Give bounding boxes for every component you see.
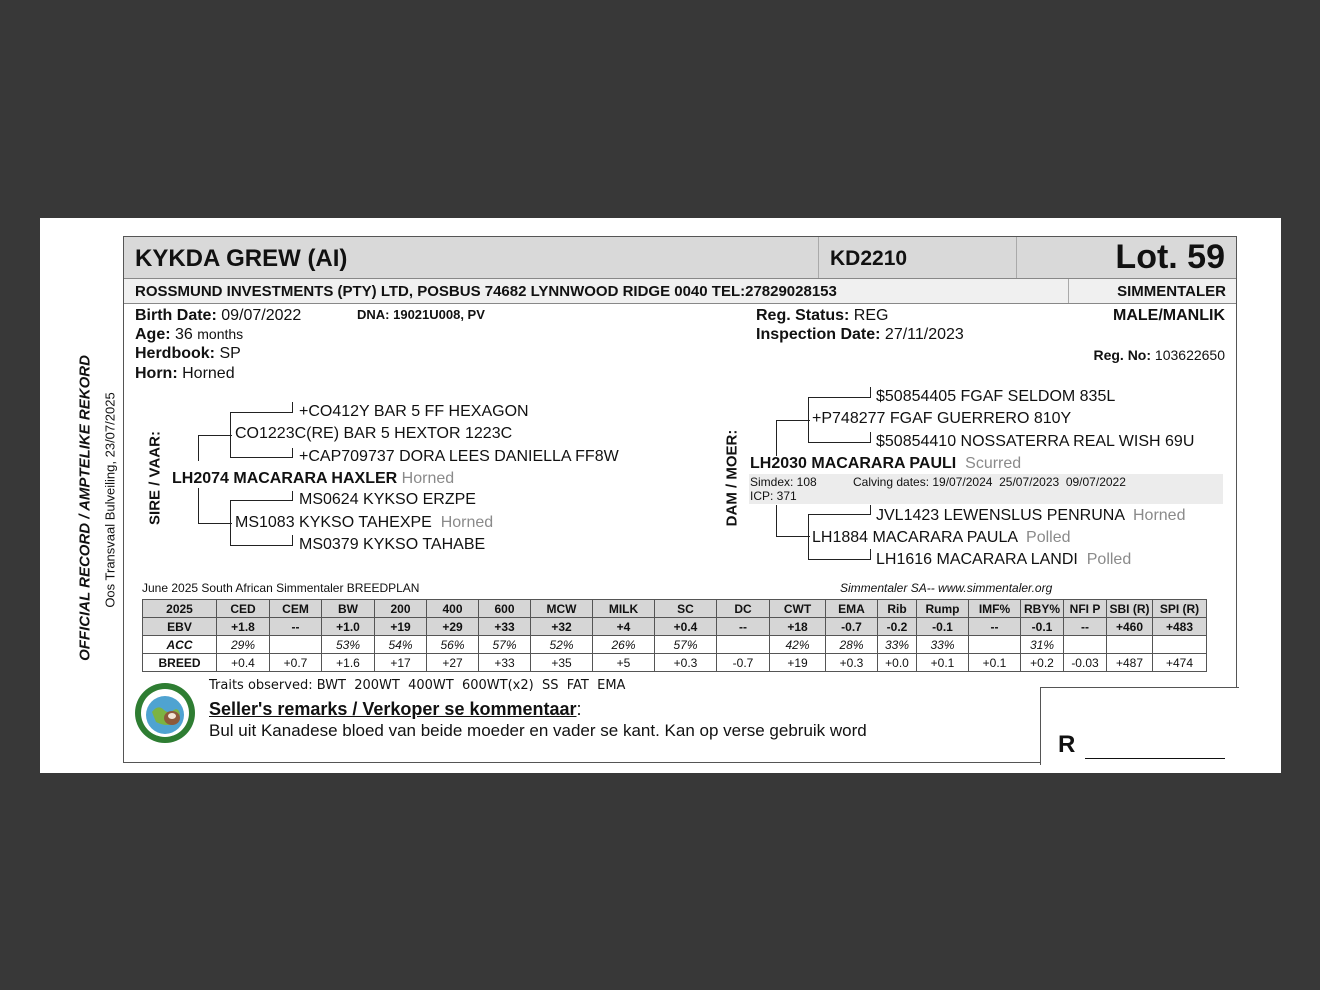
price-line[interactable]	[1085, 758, 1225, 759]
official-record-label: OFFICIAL RECORD / AMPTELIKE REKORD	[76, 355, 94, 661]
sellers-remarks-label: Seller's remarks / Verkoper se kommentaar:	[209, 699, 582, 719]
sale-catalogue-card	[40, 218, 1281, 773]
breedplan-site: Simmentaler SA-- www.simmentaler.org	[840, 581, 1053, 595]
dam-dam: LH1884 MACARARA PAULA Polled	[812, 529, 1071, 546]
dna-info: DNA: 19021U008, PV	[357, 307, 485, 322]
reg-number: Reg. No: 103622650	[1093, 347, 1225, 363]
sire-dam: MS1083 KYKSO TAHEXPE Horned	[235, 514, 494, 531]
dam-label: DAM / MOER:	[723, 429, 741, 527]
breedplan-title: June 2025 South African Simmentaler BREEDPLAN	[142, 581, 420, 595]
age: Age: 36 months	[135, 326, 244, 343]
price-box	[1040, 687, 1239, 765]
dam-dam-dam: LH1616 MACARARA LANDI Polled	[876, 551, 1132, 568]
dam-name: LH2030 MACARARA PAULI Scurred	[750, 455, 1022, 472]
breed-values-row: BREED +0.4 +0.7 +1.6 +17 +27 +33 +35 +5 +0.3 -0.7 +19 +0.3 +0.0 +0.1 +0.1 +0.2 -0.03 +487 +474	[143, 654, 1207, 672]
dam-sire-dam: $50854410 NOSSATERRA REAL WISH 69U	[876, 433, 1195, 450]
calving-dates: Calving dates: 19/07/2024 25/07/2023 09/07/2022	[853, 475, 1126, 489]
dam-sire-sire: $50854405 FGAF SELDOM 835L	[876, 388, 1116, 405]
dam-simdex: Simdex: 108	[750, 475, 817, 489]
ebv-values-row: EBV +1.8 -- +1.0 +19 +29 +33 +32 +4 +0.4 -- +18 -0.7 -0.2 -0.1 -- -0.1 -- +460 +483	[143, 618, 1207, 636]
sire-label: SIRE / VAAR:	[146, 431, 164, 525]
animal-name: KYKDA GREW (AI)	[135, 245, 348, 272]
birth-date: Birth Date: 09/07/2022	[135, 307, 302, 324]
dam-dam-sire: JVL1423 LEWENSLUS PENRUNA Horned	[876, 507, 1186, 524]
ebv-header-row: 2025 CED CEM BW 200 400 600 MCW MILK SC DC CWT EMA Rib Rump IMF% RBY% NFI P SBI (R) SPI (R)	[143, 600, 1207, 618]
price-label: R	[1058, 731, 1076, 758]
owner-info: ROSSMUND INVESTMENTS (PTY) LTD, POSBUS 74682 LYNNWOOD RIDGE 0040 TEL:27829028153	[135, 283, 837, 300]
sire-sire-dam: +CAP709737 DORA LEES DANIELLA FF8W	[299, 448, 619, 465]
owner-row	[124, 279, 1236, 304]
sire-sire: CO1223C(RE) BAR 5 HEXTOR 1223C	[235, 425, 513, 442]
inspection-date: Inspection Date: 27/11/2023	[756, 326, 964, 343]
sire-name: LH2074 MACARARA HAXLER Horned	[172, 470, 455, 487]
animal-card	[123, 236, 1237, 763]
ebv-table	[142, 599, 1207, 672]
traits-observed: Traits observed: BWT 200WT 400WT 600WT(x2) SS FAT EMA	[209, 678, 626, 693]
auction-label: Oos Transvaal Bulveiling, 23/07/2025	[102, 392, 118, 608]
animal-code: KD2210	[830, 247, 908, 270]
sex: MALE/MANLIK	[1113, 307, 1225, 324]
sellers-remarks: Bul uit Kanadese bloed van beide moeder en vader se kant. Kan op verse gebruik word	[209, 721, 867, 740]
horn-status: Horn: Horned	[135, 365, 235, 382]
sire-dam-dam: MS0379 KYKSO TAHABE	[299, 536, 486, 553]
acc-values-row: ACC 29% 53% 54% 56% 57% 52% 26% 57% 42% 28% 33% 33% 31%	[143, 636, 1207, 654]
sire-dam-sire: MS0624 KYKSO ERZPE	[299, 491, 476, 508]
association-logo	[134, 682, 196, 744]
sire-sire-sire: +CO412Y BAR 5 FF HEXAGON	[299, 403, 529, 420]
breed-name: SIMMENTALER	[1117, 283, 1226, 300]
dam-sire: +P748277 FGAF GUERRERO 810Y	[812, 410, 1072, 427]
herdbook: Herdbook: SP	[135, 345, 241, 362]
lot-number: Lot. 59	[1115, 238, 1225, 276]
header-row	[124, 237, 1236, 279]
reg-status: Reg. Status: REG	[756, 307, 889, 324]
dam-icp: ICP: 371	[750, 489, 797, 503]
